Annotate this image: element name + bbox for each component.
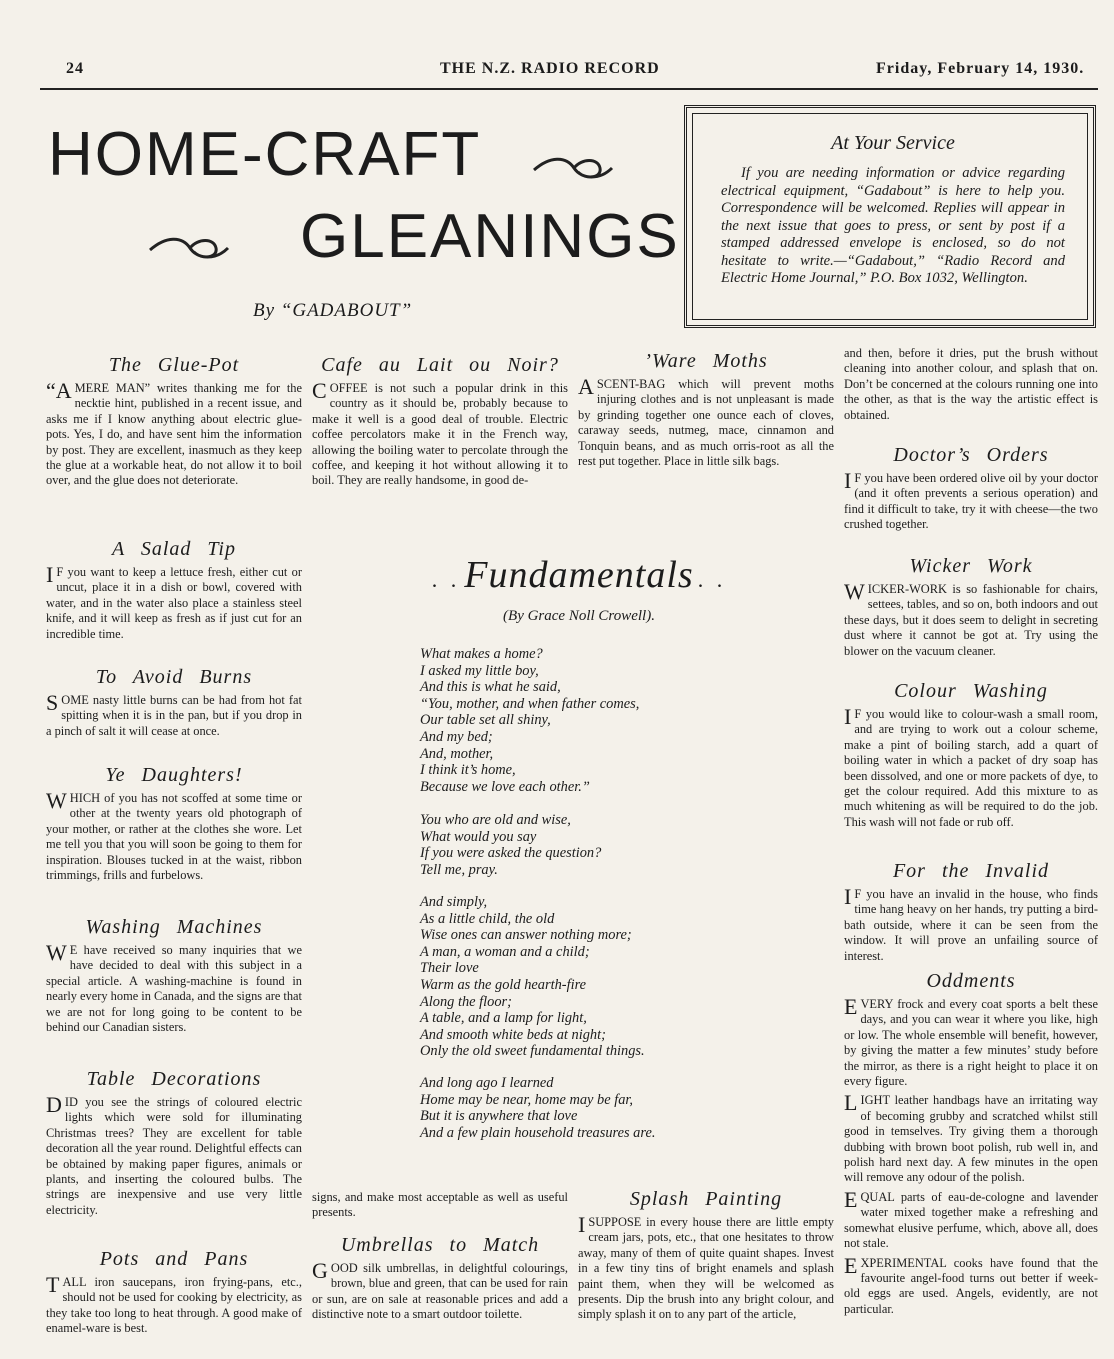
title-line-1: HOME-CRAFT [48, 120, 482, 189]
article-body: VERY frock and every coat sports a belt these days, and you can wear it where you like, high or low. The whole ensemble will benefit, however, by giving the matter a few minutes’ study before the mirror, as there is a right height to place it on every figure. [844, 997, 1098, 1089]
poem-line: What would you say [420, 828, 537, 845]
poem-line: Home may be near, home may be far, [420, 1091, 634, 1108]
drop-cap: I [844, 704, 852, 729]
article-heading: Pots and Pans [99, 1248, 249, 1270]
article-body: E have received so many inquiries that we have decided to deal with this subject in a special article. A washing-machine is found in nearly every home in Canada, and the signs are that we are not for long going to be content to be behind our Canadian sisters. [46, 943, 302, 1035]
article-splash-painting [578, 1188, 834, 1323]
article-daughters [46, 764, 302, 883]
article-body: HICH of you has not scoffed at some time or other at the twenty years old photograph of your mother, or rather at the clothes she wore. Let me tell you that you will soon be going to them for inspiration. Blouses tucked in at the waist, ribbon trimmings, frills and furbelows. [46, 791, 302, 883]
article-body: F you want to keep a lettuce fresh, either cut or uncut, place it in a dish or bowl, covered with water, and in the water also place a stainless steel knife, and it will keep as fresh as if just cut for an incredible time. [46, 565, 302, 641]
poem-line: You who are old and wise, [420, 812, 571, 828]
article-body: SUPPOSE in every house there are little empty cream jars, pots, etc., that one hesitates to throw away, many of them of quite quaint shapes. Invest in a few tiny tins of bright enamels and splash paint them, when they will be welcomed as presents. Dip the brush into any bright colour, and simply splash it on to any part of the article, [578, 1215, 834, 1322]
article-body: F you have an invalid in the house, who finds time hang heavy on her hands, try putting a bird-bath outside, where it can be seen from the window. It will prove an unfailing source of interest. [844, 887, 1098, 963]
article-doctors-orders [844, 444, 1098, 533]
ornament-icon [530, 150, 616, 186]
article-heading: Doctor’s Orders [893, 444, 1049, 466]
poem-title: Fundamentals [464, 554, 694, 596]
article-heading: Splash Painting [629, 1188, 783, 1210]
drop-cap: E [844, 1186, 858, 1212]
poem-line: “You, mother, and when father comes, [420, 695, 640, 712]
article-heading: Ye Daughters! [105, 764, 243, 786]
drop-cap: “A [46, 378, 72, 403]
drop-cap: S [46, 690, 59, 715]
poem-line: And this is what he said, [420, 679, 561, 696]
article-body: OME nasty little burns can be had from hot fat spitting when it is in the pan, but if you drop in a pinch of salt it will cease at once. [46, 693, 302, 738]
service-box [684, 105, 1096, 328]
poem-line: I think it’s home, [420, 762, 516, 779]
article-colour-washing [844, 680, 1098, 830]
poem-line: And, mother, [420, 745, 494, 762]
article-invalid [844, 860, 1098, 964]
article-washing-machines [46, 916, 302, 1035]
article-heading: ’Ware Moths [644, 350, 768, 372]
article-body: and then, before it dries, put the brush without cleaning into another colour, and splash that on. Don’t be concerned at the colours running one into the other, as that is the way the artistic effect is obtained. [844, 346, 1098, 422]
drop-cap: I [844, 468, 852, 493]
poem-line: Our table set all shiny, [420, 712, 551, 729]
drop-cap: W [844, 579, 865, 604]
article-ware-moths [578, 350, 834, 469]
drop-cap: E [844, 994, 858, 1019]
drop-cap: L [844, 1090, 858, 1116]
service-box-text: If you are needing information or advice regarding electrical equipment, “Gadabout” is here to help you. Correspondence will be welcomed. Replies will appear in the next issue that goes to press, or sent by post if a stamped addressed envelope is enclosed, so do not hesitate to write.—“Gadabout,” “Radio Record and Electric Home Journal,” P.O. Box 1032, Wellington. [721, 165, 1065, 286]
poem-title-row [392, 553, 766, 597]
drop-cap: A [578, 374, 594, 399]
issue-date: Friday, February 14, 1930. [876, 60, 1085, 77]
poem-stanza [420, 894, 750, 1060]
poem-line: But it is anywhere that love [420, 1108, 578, 1125]
poem-line: Because we love each other.” [420, 778, 590, 795]
article-body: MERE MAN” writes thanking me for the necktie hint, published in a recent issue, and asks me if I know anything about electric glue-pots. Yes, I do, and have sent him the information by post. They are excellent, inasmuch as they keep the glue at a workable heat, do not allow it to boil over, and the glue does not deteriorate. [46, 381, 302, 488]
poem-line: And simply, [420, 894, 488, 910]
drop-cap: D [46, 1092, 62, 1117]
poem-author: (By Grace Noll Crowell). [503, 608, 655, 624]
page-number: 24 [66, 60, 84, 77]
publication-name: THE N.Z. RADIO RECORD [440, 60, 660, 77]
poem-line: And a few plain household treasures are. [420, 1124, 656, 1141]
drop-cap: I [46, 562, 54, 587]
poem-line: Only the old sweet fundamental things. [420, 1043, 645, 1060]
poem-line: A table, and a lamp for light, [420, 1010, 587, 1027]
article-body: ICKER-WORK is so fashionable for chairs, settees, tables, and so on, both indoors and out these days, but it does seem to delight in secreting dust where it cannot be got at. Try using the blower on the vacuum cleaner. [844, 582, 1098, 658]
ornament-icon [146, 230, 232, 266]
poem-line: And my bed; [420, 728, 493, 745]
drop-cap: I [844, 884, 852, 909]
poem-line: I asked my little boy, [420, 662, 539, 679]
poem-dots-right: . . [697, 567, 727, 592]
article-body: IGHT leather handbags have an irritating way of becoming grubby and scratched whilst still good in temselves. Try giving them a thorough dubbing with brown boot polish, rub well in, and polish hard next day. A few minutes in the open will remove any odour of the polish. [844, 1093, 1098, 1185]
article-umbrellas [312, 1234, 568, 1323]
article-body: SCENT-BAG which will prevent moths injuring clothes and is not unpleasant is made by grinding together one ounce each of cloves, caraway seeds, nutmeg, mace, cinnamon and Tonquin beans, and as much orris-root as all the rest put together. Place in little silk bags. [578, 377, 834, 469]
article-heading: For the Invalid [892, 860, 1050, 882]
header-rule [40, 88, 1098, 90]
article-splash-continuation [844, 346, 1098, 423]
drop-cap: W [46, 940, 67, 965]
article-body: ALL iron saucepans, iron frying-pans, etc., should not be used for cooking by electricity, as they take too long to heat through. A good make of enamel-ware is best. [46, 1275, 302, 1336]
poem-line: As a little child, the old [420, 910, 555, 927]
article-cafe [312, 354, 568, 489]
poem-line: And long ago I learned [420, 1075, 554, 1091]
byline: By “GADABOUT” [253, 300, 413, 321]
poem-line: What makes a home? [420, 646, 543, 662]
article-body: QUAL parts of eau-de-cologne and lavender water mixed together make a refreshing and somewhat elusive perfume, which, above all, does not stale. [844, 1189, 1098, 1251]
article-body: F you have been ordered olive oil by your doctor (and it often prevents a serious operation) and find it difficult to take, try it with cheese—the two crushed together. [844, 471, 1098, 532]
article-heading: A Salad Tip [112, 538, 236, 560]
title-line-2: GLEANINGS [300, 202, 680, 271]
article-heading: Oddments [926, 970, 1016, 992]
poem-line: Tell me, pray. [420, 861, 498, 878]
poem-line: And smooth white beds at night; [420, 1026, 606, 1043]
article-heading: Wicker Work [909, 555, 1033, 577]
article-heading: Umbrellas to Match [340, 1234, 540, 1256]
article-oddments [844, 970, 1098, 1317]
drop-cap: W [46, 788, 67, 813]
article-body: OOD silk umbrellas, in delightful colourings, brown, blue and green, that can be used for rain or sun, are on sale at reasonable prices and add a distinctive note to a smart outdoor toilette. [312, 1261, 568, 1322]
poem-line: Wise ones can answer nothing more; [420, 927, 632, 944]
article-table-decorations [46, 1068, 302, 1218]
poem-line: Warm as the gold hearth-fire [420, 976, 587, 993]
article-heading: To Avoid Burns [95, 666, 253, 688]
article-body: XPERIMENTAL cooks have found that the favourite angel-food turns out better if week-old eggs are used. Angels, evidently, are not particular. [844, 1255, 1098, 1316]
article-pots-pans [46, 1248, 302, 1337]
article-body: F you would like to colour-wash a small room, and are trying to work out a colour scheme, make a pint of boiling starch, add a quart of boiling water in which a packet of dry soap has been dissolved, and one or more packets of dye, to get the colour required. Add this mixture to as much whitening as will be required to do the job. This wash will not fade or rub off. [844, 707, 1098, 829]
article-heading: The Glue-Pot [108, 354, 240, 376]
article-body: OFFEE is not such a popular drink in this country as it should be, probably because to make it well is a good deal of trouble. Electric coffee percolators make it in the French way, allowing the boiling water to percolate through the coffee, and keeping it hot without allowing it to boil. They are really handsome, in good de- [312, 381, 568, 488]
article-body: signs, and make most acceptable as well as useful presents. [312, 1190, 568, 1220]
drop-cap: G [312, 1258, 328, 1283]
article-glue-pot [46, 354, 302, 489]
poem-stanza [420, 646, 750, 795]
article-heading: Table Decorations [86, 1068, 262, 1090]
poem-stanza [420, 812, 750, 878]
poem-line: A man, a woman and a child; [420, 943, 590, 960]
article-heading: Washing Machines [85, 916, 263, 938]
article-cafe-continuation [312, 1190, 568, 1221]
article-wicker-work [844, 555, 1098, 659]
article-heading: Cafe au Lait ou Noir? [321, 354, 559, 376]
service-box-title: At Your Service [831, 132, 955, 154]
poem-line: If you were asked the question? [420, 845, 602, 862]
poem-stanza [420, 1075, 750, 1141]
drop-cap: C [312, 378, 327, 403]
article-salad-tip [46, 538, 302, 642]
drop-cap: I [578, 1212, 586, 1237]
poem-line: Their love [420, 960, 479, 977]
article-heading: Colour Washing [894, 680, 1048, 702]
drop-cap: T [46, 1272, 60, 1297]
drop-cap: E [844, 1252, 858, 1278]
article-avoid-burns [46, 666, 302, 739]
article-body: ID you see the strings of coloured electric lights which were sold for illuminating Christmas trees? They are excellent for table decoration all the year round. Delightful effects can be obtained by making paper figures, animals or plants, and inserting the coloured bulbs. The strings are inexpensive and use very little electricity. [46, 1095, 302, 1217]
poem-line: Along the floor; [420, 993, 512, 1010]
poem-dots-left: . . [431, 567, 461, 592]
